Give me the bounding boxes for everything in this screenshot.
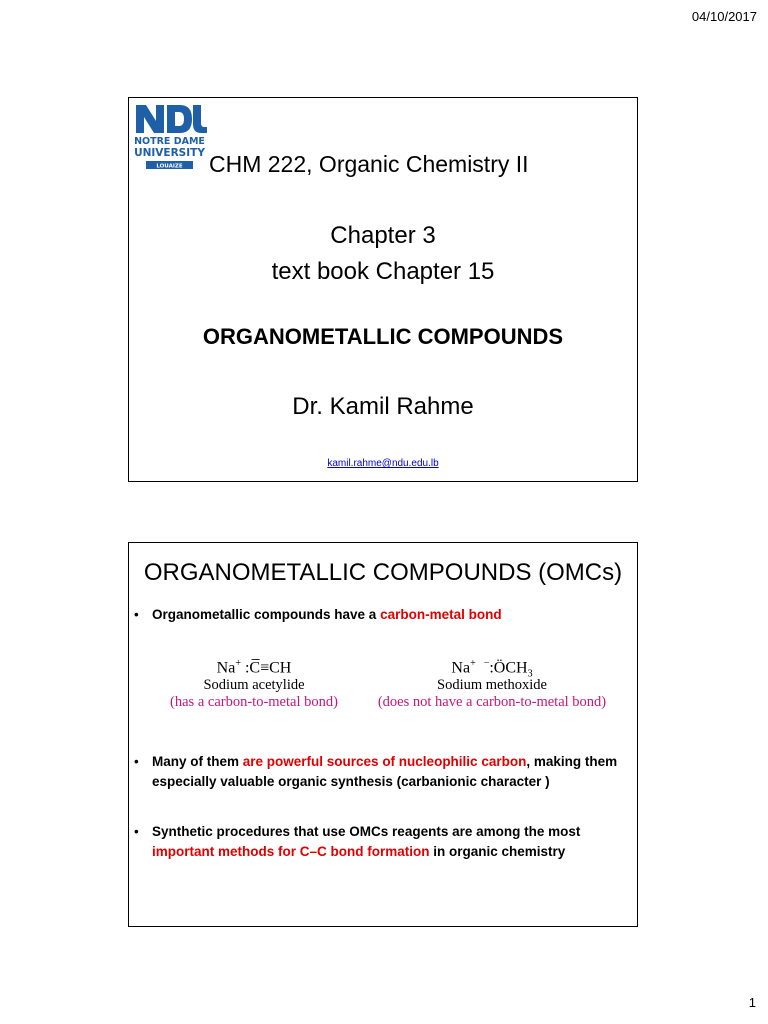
logo-line-notre-dame: NOTRE DAME xyxy=(134,136,205,147)
bullet-cc-bond-formation: • Synthetic procedures that use OMCs reagents are among the most important methods for C–C bond formation in organic chemistry xyxy=(134,824,581,859)
page-number: 1 xyxy=(748,995,756,1010)
logo-line-university: UNIVERSITY xyxy=(134,147,205,159)
bullet-highlight: are powerful sources of nucleophilic carbon xyxy=(242,754,527,769)
author-email-link[interactable]: kamil.rahme@ndu.edu.lb xyxy=(327,458,439,469)
bullet-highlight: carbon-metal bond xyxy=(380,607,502,622)
bullet-icon: • xyxy=(134,824,139,839)
compound-name: Sodium methoxide xyxy=(437,677,547,693)
ndu-logo xyxy=(130,99,209,172)
textbook-chapter-label: text book Chapter 15 xyxy=(271,258,495,285)
author-name: Dr. Kamil Rahme xyxy=(292,393,474,420)
example-sodium-acetylide xyxy=(159,651,349,711)
bullet-text: Organometallic compounds have a xyxy=(152,607,381,622)
compound-name: Sodium acetylide xyxy=(203,677,305,693)
topic-heading: ORGANOMETALLIC COMPOUNDS xyxy=(202,324,564,349)
title-slide xyxy=(128,97,638,482)
slide-title: ORGANOMETALLIC COMPOUNDS (OMCs) xyxy=(143,559,623,586)
course-title: CHM 222, Organic Chemistry II xyxy=(209,151,529,177)
logo-line-louaize: LOUAIZE xyxy=(156,163,183,170)
bullet-icon: • xyxy=(134,607,139,622)
compound-note: (has a carbon-to-metal bond) xyxy=(170,694,338,710)
example-sodium-methoxide xyxy=(367,651,617,711)
formula-sodium-acetylide: Na+ :C̅≡CH xyxy=(216,658,292,677)
bullet-highlight: important methods for C–C bond formation xyxy=(152,844,430,859)
bullet-carbon-metal-bond xyxy=(134,605,629,625)
omc-intro-slide xyxy=(128,542,638,927)
bullet-icon: • xyxy=(134,754,139,769)
formula-sodium-methoxide: Na+ $^-:ÖCH_3$ xyxy=(451,658,533,680)
bullet-nucleophilic-carbon: • Many of them are powerful sources of nucleophilic carbon, making them especially valuable organic synthesis (carbanionic character ) xyxy=(134,754,618,789)
compound-note: (does not have a carbon-to-metal bond) xyxy=(377,694,607,710)
page-date: 04/10/2017 xyxy=(691,9,757,24)
chapter-label: Chapter 3 xyxy=(330,222,436,249)
